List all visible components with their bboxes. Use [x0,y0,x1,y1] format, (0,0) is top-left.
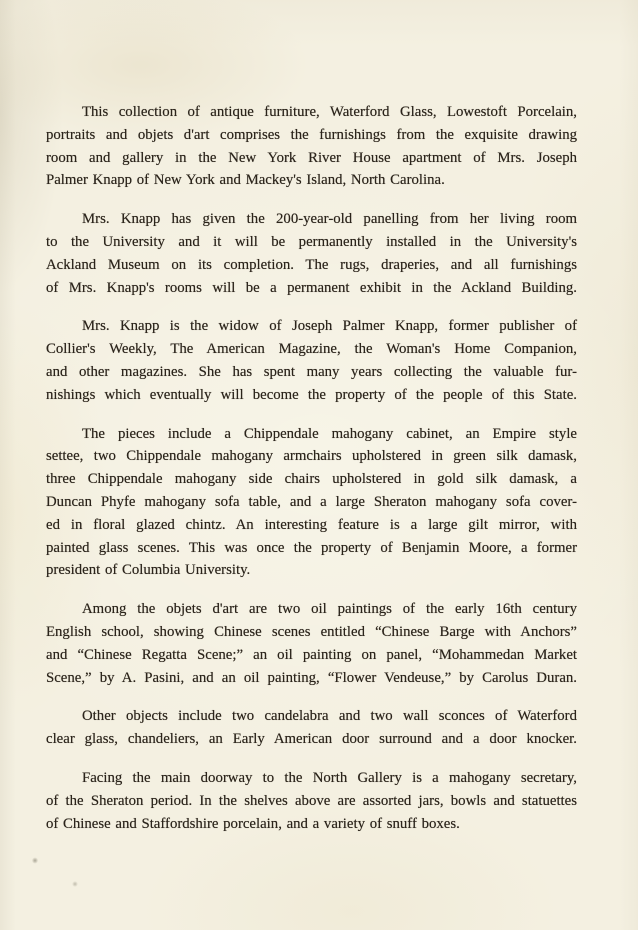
paper-speck [72,881,78,887]
text-line: Collier's Weekly, The American Magazine, the Woman's Home Companion, [46,341,577,358]
paragraph [46,101,577,192]
text-line: Duncan Phyfe mahogany sofa table, and a large Sheraton mahogany sofa cover- [46,493,577,510]
text-line: painted glass scenes. This was once the property of Benjamin Moore, a former [46,539,577,556]
text-line: president of Columbia University. [46,562,251,579]
text-line: of Chinese and Staffordshire porcelain, and a variety of snuff boxes. [46,815,460,832]
paragraph [46,315,577,406]
text-line: Ackland Museum on its completion. The rugs, draperies, and all furnishings [46,256,577,273]
paragraph [46,423,577,583]
paragraph [46,208,577,299]
text-line: clear glass, chandeliers, an Early American door surround and a door knocker. [46,731,577,748]
text-line: Scene,” by A. Pasini, and an oil painting, “Flower Vendeuse,” by Carolus Duran. [46,669,577,686]
text-line: Other objects include two candelabra and two wall sconces of Waterford [82,708,577,725]
text-line: and “Chinese Regatta Scene;” an oil painting on panel, “Mohammedan Market [46,646,577,663]
text-line: portraits and objets d'art comprises the furnishings from the exquisite drawing [46,126,577,143]
text-line: This collection of antique furniture, Waterford Glass, Lowestoft Porcelain, [82,104,577,120]
paragraph [46,767,577,835]
text-line: Mrs. Knapp is the widow of Joseph Palmer Knapp, former publisher of [82,318,577,335]
text-line: English school, showing Chinese scenes entitled “Chinese Barge with Anchors” [46,623,577,640]
text-line: settee, two Chippendale mahogany armchairs upholstered in green silk damask, [46,448,577,465]
text-line: and other magazines. She has spent many years collecting the valuable fur- [46,363,577,380]
text-line: Palmer Knapp of New York and Mackey's Island, North Carolina. [46,172,445,189]
text-line: Mrs. Knapp has given the 200-year-old panelling from her living room [82,211,577,228]
text-line: The pieces include a Chippendale mahogany cabinet, an Empire style [82,425,577,442]
document-body [46,101,577,835]
text-line: to the University and it will be permanently installed in the University's [46,233,577,250]
text-line: ed in floral glazed chintz. An interesting feature is a large gilt mirror, with [46,516,577,533]
paragraph [46,705,577,751]
text-line: nishings which eventually will become the property of the people of this State. [46,386,577,403]
text-line: three Chippendale mahogany side chairs upholstered in gold silk damask, a [46,471,577,488]
text-line: of Mrs. Knapp's rooms will be a permanent exhibit in the Ackland Building. [46,279,577,296]
paragraph [46,598,577,689]
paper-speck [32,857,38,864]
text-line: Among the objets d'art are two oil paintings of the early 16th century [82,601,577,618]
text-line: room and gallery in the New York River House apartment of Mrs. Joseph [46,149,577,166]
text-line: of the Sheraton period. In the shelves above are assorted jars, bowls and statuettes [46,792,577,809]
text-line: Facing the main doorway to the North Gallery is a mahogany secretary, [82,769,577,786]
